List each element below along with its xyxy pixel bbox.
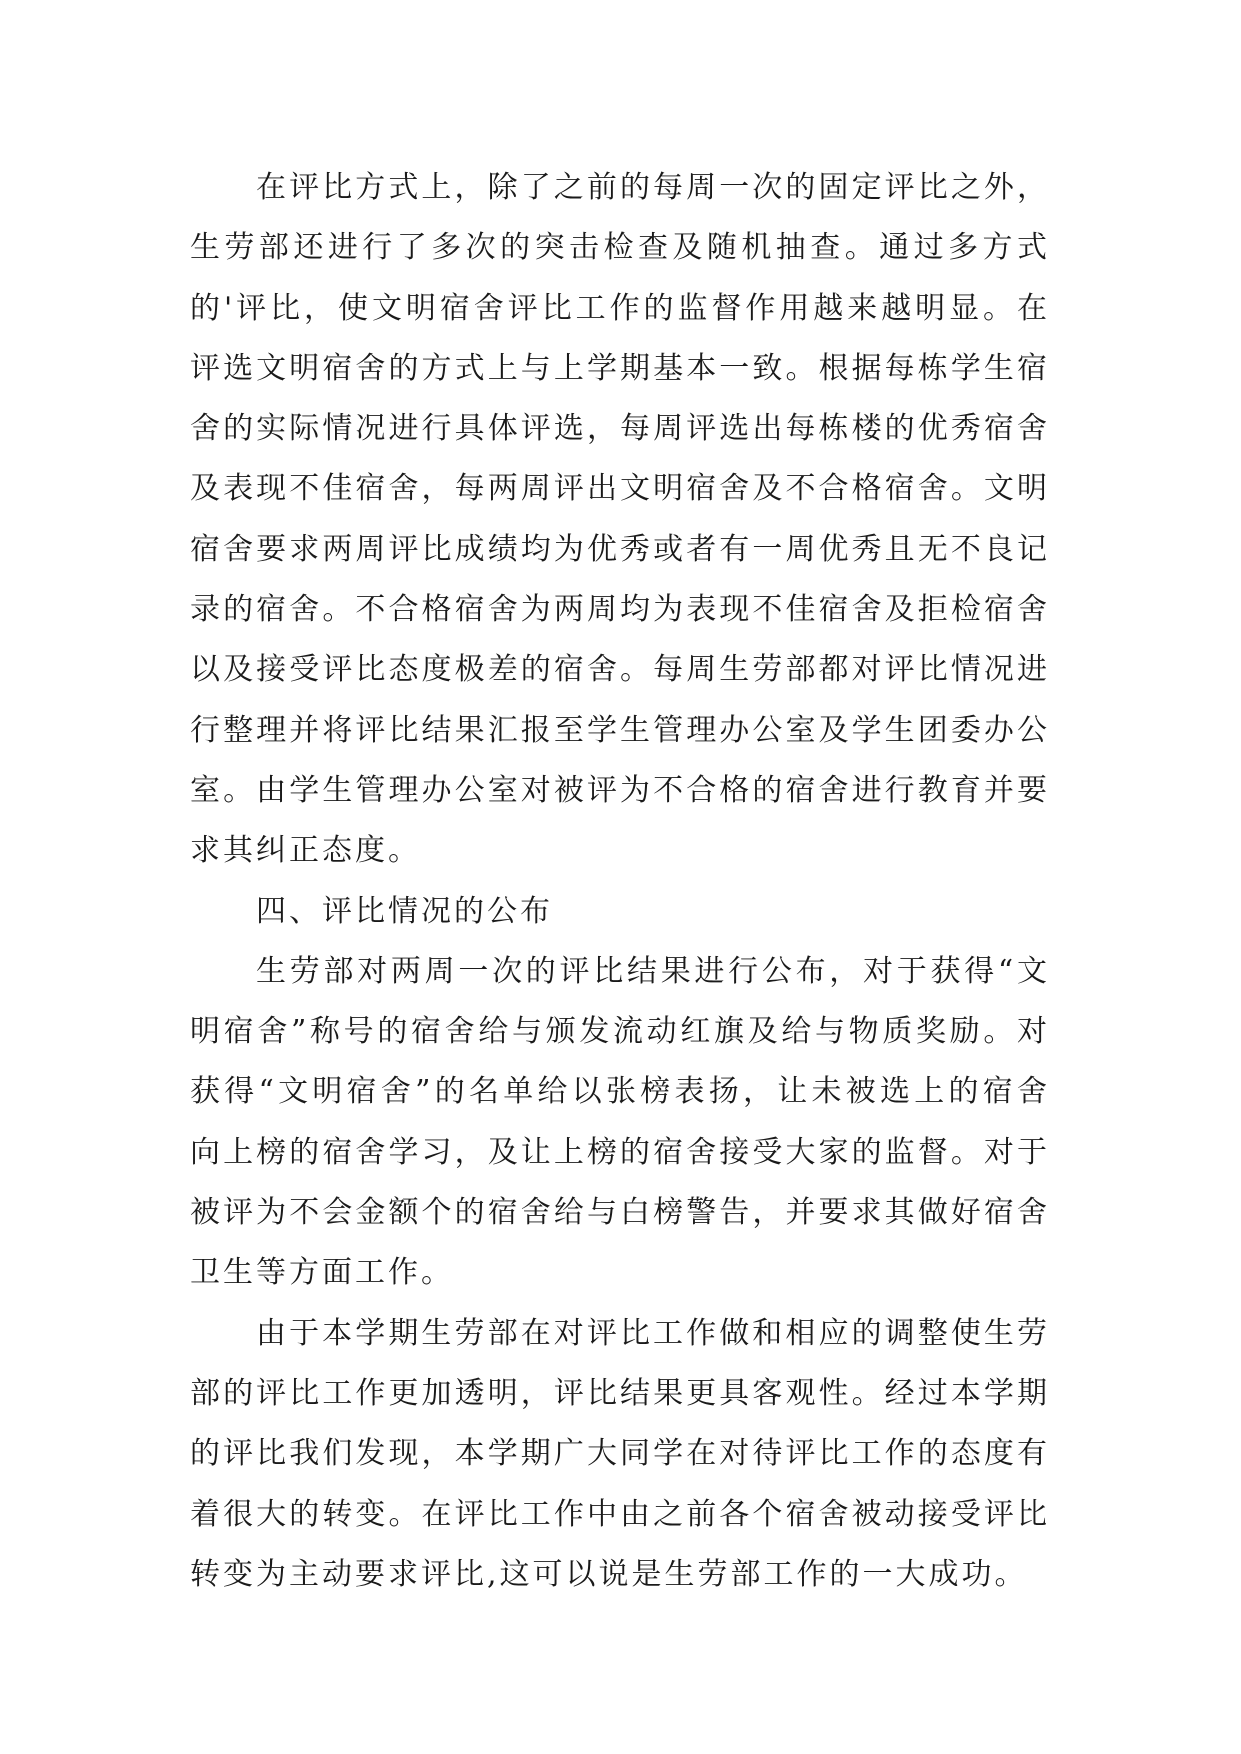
paragraph-evaluation-method: 在评比方式上，除了之前的每周一次的固定评比之外，生劳部还进行了多次的突击检查及随机抽查。通过多方式的'评比，使文明宿舍评比工作的监督作用越来越明显。在评选文明宿舍的方式上与上学期基本一致。根据每栋学生宿舍的实际情况进行具体评选，每周评选出每栋楼的优秀宿舍及表现不佳宿舍，每两周评出文明宿舍及不合格宿舍。文明宿舍要求两周评比成绩均为优秀或者有一周优秀且无不良记录的宿舍。不合格宿舍为两周均为表现不佳宿舍及拒检宿舍以及接受评比态度极差的宿舍。每周生劳部都对评比情况进行整理并将评比结果汇报至学生管理办公室及学生团委办公室。由学生管理办公室对被评为不合格的宿舍进行教育并要求其纠正态度。	[190, 170, 1050, 869]
paragraph-publication: 生劳部对两周一次的评比结果进行公布，对于获得“文明宿舍”称号的宿舍给与颁发流动红旗及给与物质奖励。对获得“文明宿舍”的名单给以张榜表扬，让未被选上的宿舍向上榜的宿舍学习，及让上榜的宿舍接受大家的监督。对于被评为不会金额个的宿舍给与白榜警告，并要求其做好宿舍卫生等方面工作。	[190, 953, 1050, 1291]
paragraph-conclusion: 由于本学期生劳部在对评比工作做和相应的调整使生劳部的评比工作更加透明，评比结果更具客观性。经过本学期的评比我们发现，本学期广大同学在对待评比工作的态度有着很大的转变。在评比工作中由之前各个宿舍被动接受评比转变为主动要求评比,这可以说是生劳部工作的一大成功。	[190, 1315, 1050, 1592]
document-body	[190, 158, 1050, 1605]
section-heading-publication: 四、评比情况的公布	[256, 893, 553, 929]
